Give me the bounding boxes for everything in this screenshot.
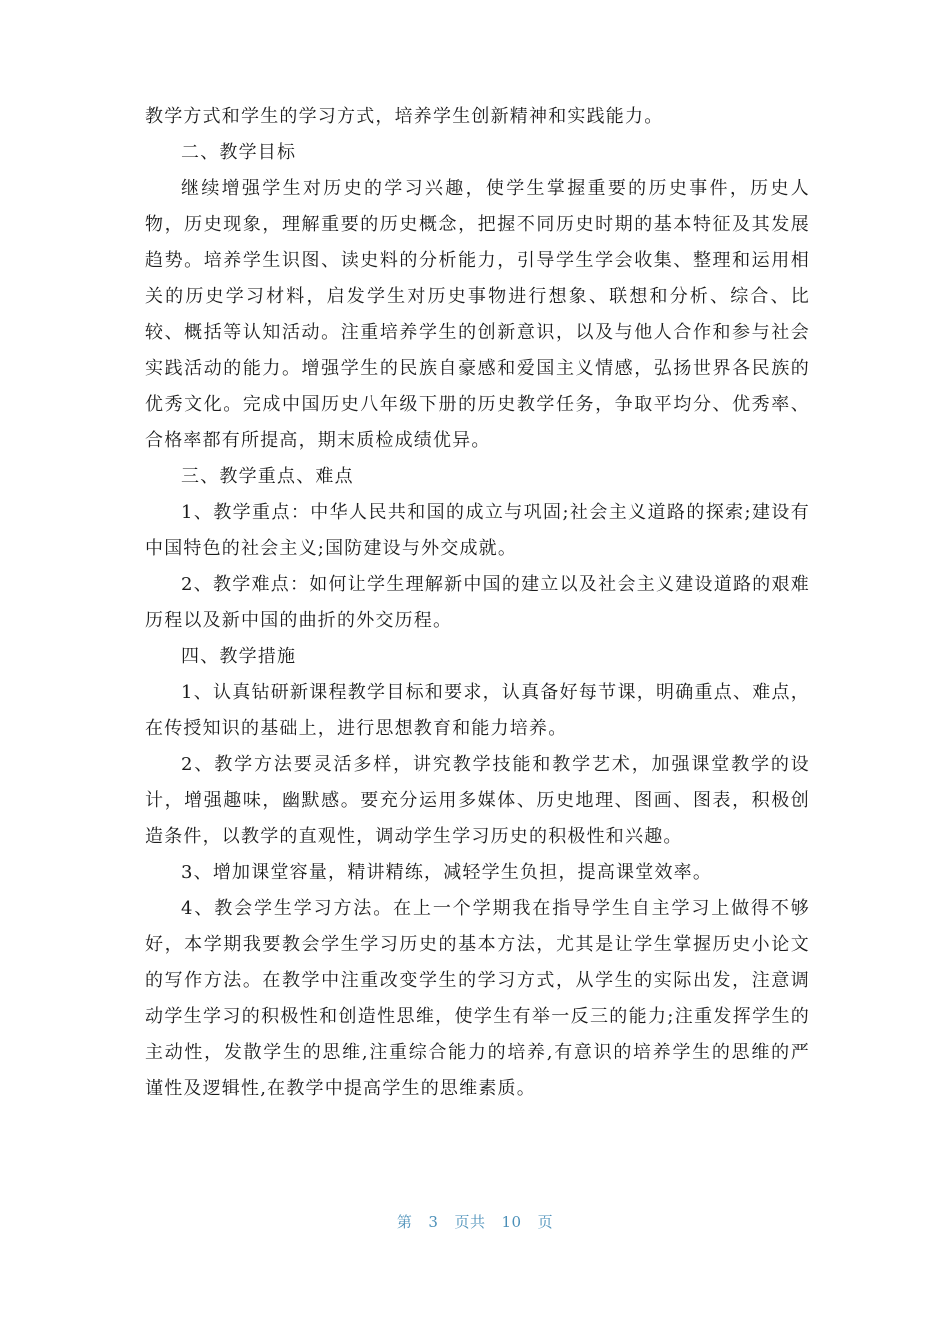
current-page-number: 3 xyxy=(428,1213,439,1231)
paragraph: 2、教学难点：如何让学生理解新中国的建立以及社会主义建设道路的艰难历程以及新中国的曲折的外交历程。 xyxy=(145,574,810,631)
paragraph: 4、教会学生学习方法。在上一个学期我在指导学生自主学习上做得不够好，本学期我要教会学生学习历史的基本方法，尤其是让学生掌握历史小论文的写作方法。在教学中注重改变学生的学习方式，从学生的实际出发，注意调动学生学习的积极性和创造性思维，使学生有举一反三的能力;注重发挥学生的主动性，发散学生的思维,注重综合能力的培养,有意识的培养学生的思维的严谨性及逻辑性,在教学中提高学生的思维素质。 xyxy=(145,898,810,1099)
section-heading: 二、教学目标 xyxy=(181,142,297,163)
paragraph: 1、认真钻研新课程教学目标和要求，认真备好每节课，明确重点、难点，在传授知识的基础上，进行思想教育和能力培养。 xyxy=(145,682,810,739)
paragraph: 2、教学方法要灵活多样，讲究教学技能和教学艺术，加强课堂教学的设计，增强趣味，幽默感。要充分运用多媒体、历史地理、图画、图表，积极创造条件，以教学的直观性，调动学生学习历史的积极性和兴趣。 xyxy=(145,754,810,847)
paragraph: 教学方式和学生的学习方式，培养学生创新精神和实践能力。 xyxy=(145,106,664,127)
page-label-suffix: 页 xyxy=(537,1213,554,1231)
paragraph: 3、增加课堂容量，精讲精练，减轻学生负担，提高课堂效率。 xyxy=(181,862,713,883)
total-pages-number: 10 xyxy=(501,1213,522,1231)
page-label-mid: 页共 xyxy=(454,1213,486,1231)
paragraph: 继续增强学生对历史的学习兴趣，使学生掌握重要的历史事件，历史人物，历史现象，理解重要的历史概念，把握不同历史时期的基本特征及其发展趋势。培养学生识图、读史料的分析能力，引导学生学会收集、整理和运用相关的历史学习材料，启发学生对历史事物进行想象、联想和分析、综合、比较、概括等认知活动。注重培养学生的创新意识，以及与他人合作和参与社会实践活动的能力。增强学生的民族自豪感和爱国主义情感，弘扬世界各民族的优秀文化。完成中国历史八年级下册的历史教学任务，争取平均分、优秀率、合格率都有所提高，期末质检成绩优异。 xyxy=(145,178,810,451)
section-heading: 四、教学措施 xyxy=(181,646,297,667)
section-heading: 三、教学重点、难点 xyxy=(181,466,354,487)
page-label-prefix: 第 xyxy=(396,1213,413,1231)
document-body xyxy=(145,99,810,1107)
page-number-footer xyxy=(0,1211,950,1232)
paragraph: 1、教学重点：中华人民共和国的成立与巩固;社会主义道路的探索;建设有中国特色的社会主义;国防建设与外交成就。 xyxy=(145,502,810,559)
